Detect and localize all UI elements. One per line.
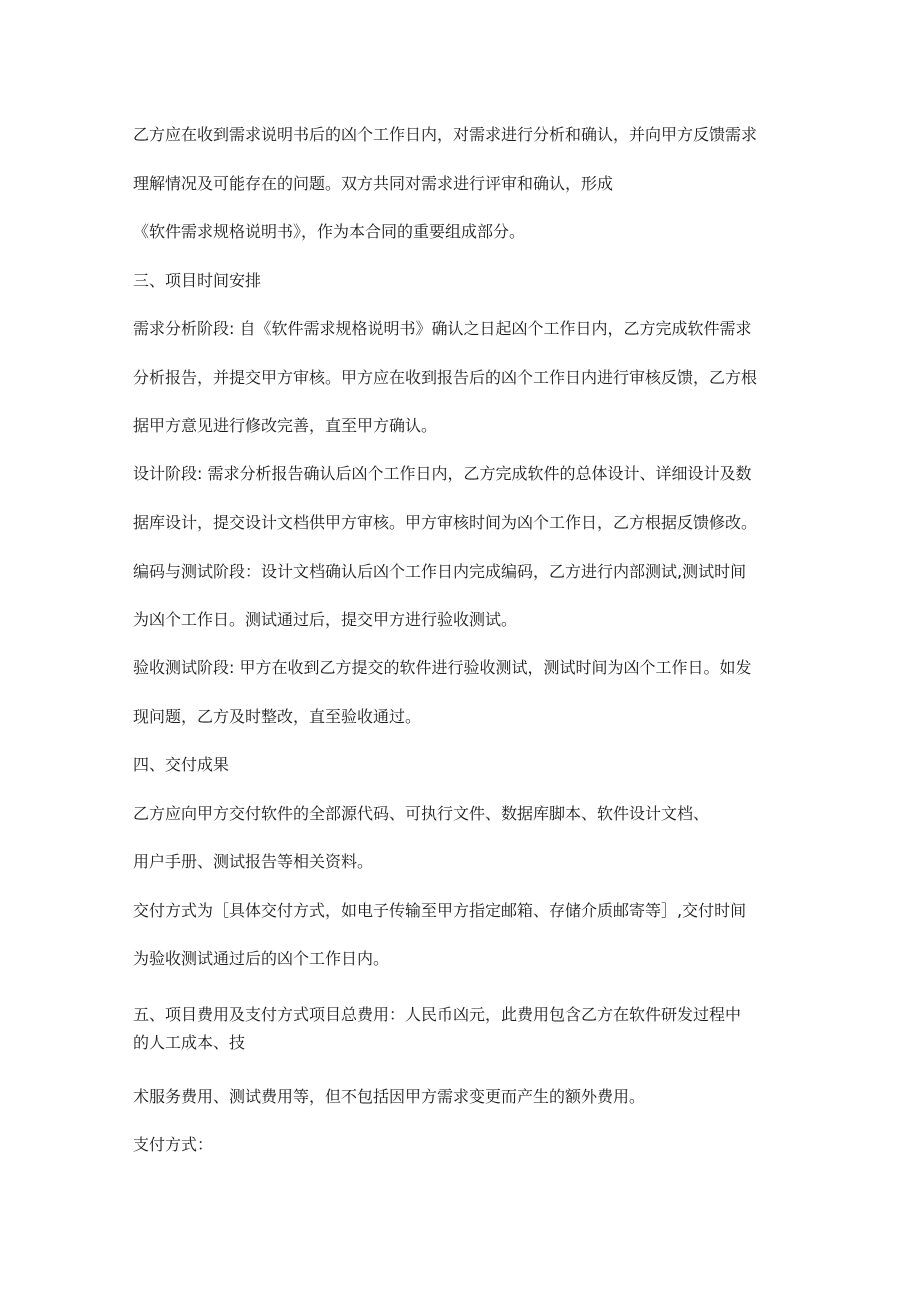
body-text-line: 编码与测试阶段：设计文档确认后凶个工作日内完成编码，乙方进行内部测试,测试时间 bbox=[133, 562, 747, 581]
body-text-line: 现问题，乙方及时整改，直至验收通过。 bbox=[133, 707, 422, 726]
body-text-line: 分析报告，并提交甲方审核。甲方应在收到报告后的凶个工作日内进行审核反馈，乙方根 bbox=[133, 368, 758, 387]
body-text-line: 交付方式为［具体交付方式，如电子传输至甲方指定邮箱、存储介质邮寄等］,交付时间 bbox=[133, 901, 747, 920]
body-text-line: 据甲方意见进行修改完善，直至甲方确认。 bbox=[133, 416, 438, 435]
body-text-line: 设计阶段: 需求分析报告确认后凶个工作日内，乙方完成软件的总体设计、详细设计及数 bbox=[133, 464, 752, 483]
body-text-line: 乙方应向甲方交付软件的全部源代码、可执行文件、数据库脚本、软件设计文档、 bbox=[133, 804, 710, 823]
section-heading-continued: 的人工成本、技 bbox=[133, 1033, 246, 1052]
section-heading: 三、项目时间安排 bbox=[133, 271, 262, 290]
body-text-line: 验收测试阶段: 甲方在收到乙方提交的软件进行验收测试，测试时间为凶个工作日。如发 bbox=[133, 658, 752, 677]
body-text-line: 术服务费用、测试费用等，但不包括因甲方需求变更而产生的额外费用。 bbox=[133, 1087, 646, 1106]
body-text-line: 《软件需求规格说明书》，作为本合同的重要组成部分。 bbox=[133, 222, 526, 241]
body-text-line: 支付方式： bbox=[133, 1135, 214, 1154]
section-heading: 五、项目费用及支付方式项目总费用：人民币凶元，此费用包含乙方在软件研发过程中 bbox=[133, 1005, 742, 1024]
body-text-line: 为验收测试通过后的凶个工作日内。 bbox=[133, 949, 390, 968]
body-text-line: 为凶个工作日。测试通过后，提交甲方进行验收测试。 bbox=[133, 610, 518, 629]
body-text-line: 据库设计，提交设计文档供甲方审核。甲方审核时间为凶个工作日，乙方根据反馈修改。 bbox=[133, 513, 758, 532]
section-heading: 四、交付成果 bbox=[133, 755, 230, 774]
body-text-line: 理解情况及可能存在的问题。双方共同对需求进行评审和确认，形成 bbox=[133, 174, 614, 193]
body-text-line: 用户手册、测试报告等相关资料。 bbox=[133, 852, 374, 871]
body-text-line: 需求分析阶段: 自《软件需求规格说明书》确认之日起凶个工作日内，乙方完成软件需求 bbox=[133, 319, 752, 338]
body-text-line: 乙方应在收到需求说明书后的凶个工作日内，对需求进行分析和确认，并向甲方反馈需求 bbox=[133, 125, 758, 144]
